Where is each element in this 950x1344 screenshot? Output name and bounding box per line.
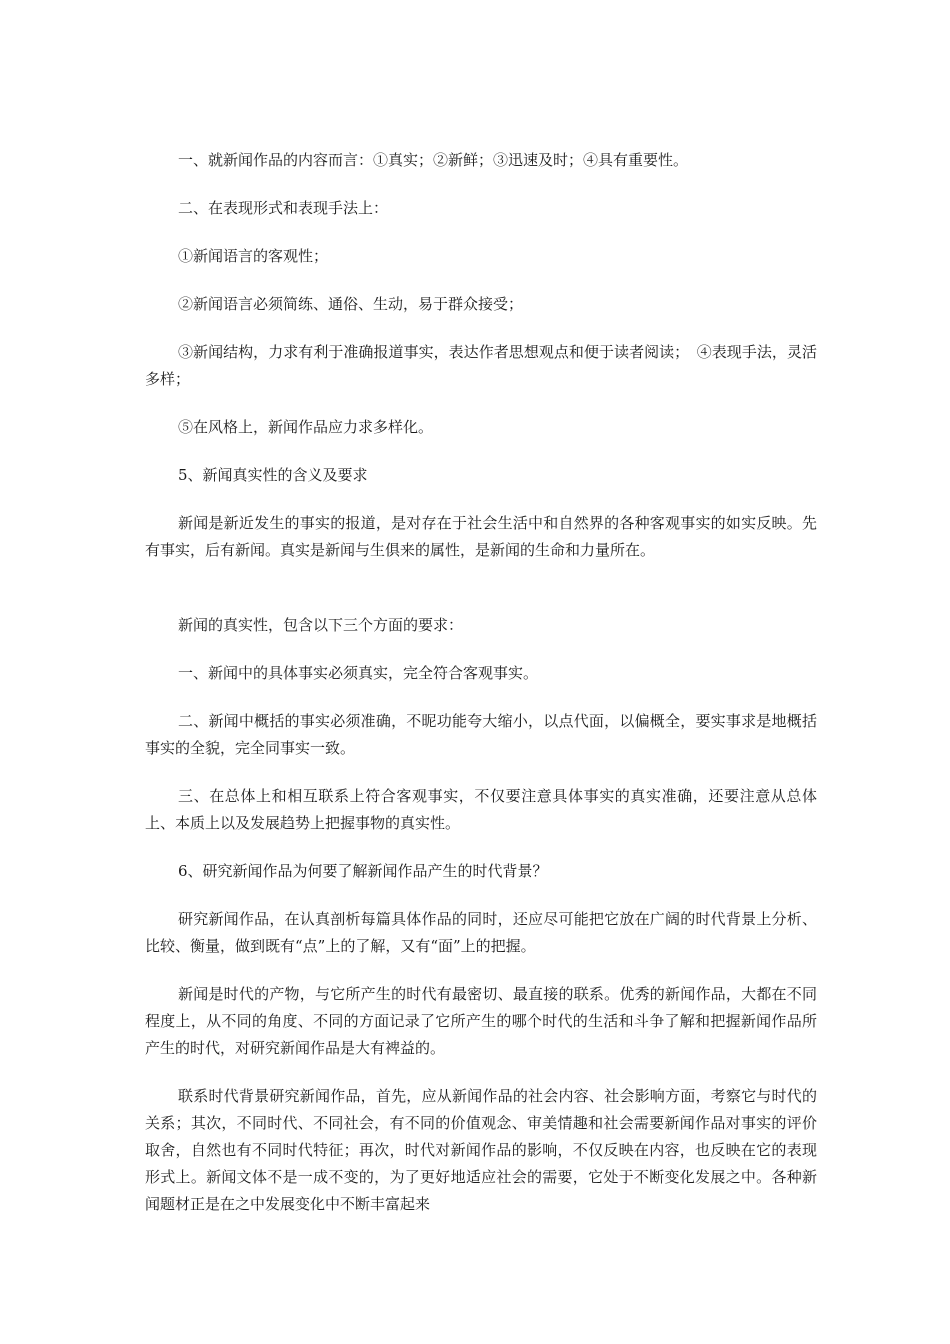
paragraph-style-diversity: ⑤在风格上，新闻作品应力求多样化。 (178, 418, 434, 436)
paragraph-truthfulness-requirements: 新闻的真实性，包含以下三个方面的要求： (178, 616, 464, 634)
paragraph-news-content-traits: 一、就新闻作品的内容而言：①真实；②新鲜；③迅速及时；④具有重要性。 (178, 151, 689, 169)
paragraph-era-analysis: 研究新闻作品，在认真剖析每篇具体作品的同时，还应尽可能把它放在广阔的时代背景上分析、比较、衡量，做到既有“点”上的了解，又有“面”上的把握。 (145, 910, 817, 955)
paragraph-era-context-research: 联系时代背景研究新闻作品，首先，应从新闻作品的社会内容、社会影响方面，考察它与时代的关系；其次，不同时代、不同社会，有不同的价值观念、审美情趣和社会需要新闻作品对事实的评价取舍，自然也有不同时代特征；再次，时代对新闻作品的影响，不仅反映在内容，也反映在它的表现形式上。新闻文体不是一成不变的，为了更好地适应社会的需要，它处于不断变化发展之中。各种新闻题材正是在之中发展变化中不断丰富起来 (145, 1087, 817, 1213)
paragraph-requirement-one: 一、新闻中的具体事实必须真实，完全符合客观事实。 (178, 664, 539, 682)
document-body (145, 147, 817, 1218)
paragraph-news-product-of-era: 新闻是时代的产物，与它所产生的时代有最密切、最直接的联系。优秀的新闻作品，大都在不同程度上，从不同的角度、不同的方面记录了它所产生的哪个时代的生活和斗争了解和把握新闻作品所产生的时代，对研究新闻作品是大有裨益的。 (145, 985, 817, 1057)
paragraph-language-objectivity: ①新闻语言的客观性； (178, 247, 329, 265)
section-heading-era-background: 6、研究新闻作品为何要了解新闻作品产生的时代背景？ (178, 862, 548, 880)
paragraph-requirement-two: 二、新闻中概括的事实必须准确，不昵功能夸大缩小，以点代面，以偏概全，要实事求是地概括事实的全貌，完全同事实一致。 (145, 712, 817, 757)
paragraph-truthfulness-definition: 新闻是新近发生的事实的报道，是对存在于社会生活中和自然界的各种客观事实的如实反映。先有事实，后有新闻。真实是新闻与生俱来的属性，是新闻的生命和力量所在。 (145, 514, 817, 559)
paragraph-language-concise: ②新闻语言必须简练、通俗、生动，易于群众接受； (178, 295, 524, 313)
paragraph-form-and-technique: 二、在表现形式和表现手法上： (178, 199, 389, 217)
section-heading-truthfulness: 5、新闻真实性的含义及要求 (178, 466, 368, 484)
paragraph-structure-and-technique: ③新闻结构，力求有利于准确报道事实，表达作者思想观点和便于读者阅读； ④表现手法，灵活多样； (145, 343, 817, 388)
paragraph-requirement-three: 三、在总体上和相互联系上符合客观事实，不仅要注意具体事实的真实准确，还要注意从总体上、本质上以及发展趋势上把握事物的真实性。 (145, 787, 817, 832)
